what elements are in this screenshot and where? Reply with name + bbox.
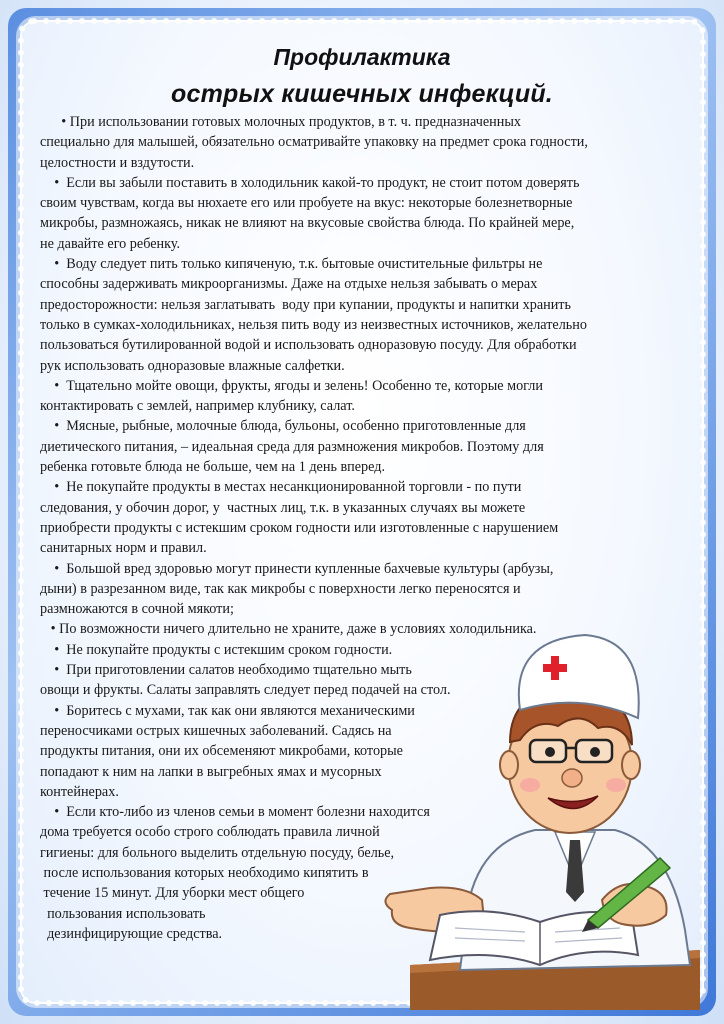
text-line: течение 15 минут. Для уборки мест общего xyxy=(40,885,305,902)
text-line: целостности и вздутости. xyxy=(40,154,195,171)
text-line: пользования использовать xyxy=(40,905,206,922)
text-line: • Тщательно мойте овощи, фрукты, ягоды и зелень! Особенно те, которые могли xyxy=(40,377,543,394)
text-line: микробы, размножаясь, никак не влияют на вкусовые свойства блюда. По крайней мере, xyxy=(40,215,575,232)
text-line: после использования которых необходимо кипятить в xyxy=(40,864,369,881)
text-line: • Большой вред здоровью могут принести купленные бахчевые культуры (арбузы, xyxy=(40,560,554,577)
text-line: своим чувствам, когда вы нюхаете его или пробуете на вкус: некоторые болезнетворные xyxy=(40,195,573,212)
text-line: диетического питания, – идеальная среда для размножения микробов. Поэтому для xyxy=(40,438,544,455)
text-line: дома требуется особо строго соблюдать правила личной xyxy=(40,824,380,841)
text-line: пользоваться бутилированной водой и использовать одноразовую посуду. Для обработки xyxy=(40,337,577,354)
text-line: • Если кто-либо из членов семьи в момент болезни находится xyxy=(40,804,430,821)
text-line: • Мясные, рыбные, молочные блюда, бульоны, особенно приготовленные для xyxy=(40,418,526,435)
text-line: контактировать с землей, например клубнику, салат. xyxy=(40,398,355,415)
text-line: • При использовании готовых молочных продуктов, в т. ч. предназначенных xyxy=(40,114,521,130)
text-line: не давайте его ребенку. xyxy=(40,235,181,252)
text-line: • При приготовлении салатов необходимо тщательно мыть xyxy=(40,662,412,679)
text-line: • Не покупайте продукты с истекшим сроком годности. xyxy=(40,641,393,658)
text-line: только в сумках-холодильниках, нельзя пить воду из неизвестных источников, желательно xyxy=(40,316,587,333)
text-line: попадают к ним на лапки в выгребных ямах и мусорных xyxy=(40,763,382,780)
text-line: следования, у обочин дорог, у частных лиц, т.к. в указанных случаях вы можете xyxy=(40,499,526,516)
text-line: рук использовать одноразовые влажные салфетки. xyxy=(40,357,345,374)
text-line: дыни) в разрезанном виде, так как микробы с поверхности легко переносятся и xyxy=(40,580,521,597)
text-line: овощи и фрукты. Салаты заправлять следует перед подачей на стол. xyxy=(40,682,451,699)
page-title-line-2: острых кишечных инфекций. xyxy=(171,80,553,108)
text-line: ребенка готовьте блюда не больше, чем на 1 день вперед. xyxy=(40,459,386,476)
text-line: приобрести продукты с истекшим сроком годности или изготовленные с нарушением xyxy=(40,519,559,536)
text-line: • Боритесь с мухами, так как они являются механическими xyxy=(40,702,415,719)
page-title-line-1: Профилактика xyxy=(273,44,451,70)
text-line: специально для малышей, обязательно осматривайте упаковку на предмет срока годности, xyxy=(40,134,588,151)
text-line: переносчиками острых кишечных заболеваний. Садясь на xyxy=(40,722,392,739)
text-line: предосторожности: нельзя заглатывать воду при купании, продукты и напитки хранить xyxy=(40,296,571,313)
text-line: контейнерах. xyxy=(40,783,119,800)
text-line: дезинфицирующие средства. xyxy=(40,925,223,942)
text-line: санитарных норм и правил. xyxy=(40,540,207,557)
text-line: способны задерживать микроорганизмы. Даже на отдыхе нельзя забывать о мерах xyxy=(40,276,538,293)
text-line: • Если вы забыли поставить в холодильник какой-то продукт, не стоит потом доверять xyxy=(40,174,580,191)
text-line: продукты питания, они их обсеменяют микробами, которые xyxy=(40,743,403,760)
text-line: гигиены: для больного выделить отдельную посуду, белье, xyxy=(40,844,395,861)
text-line: • По возможности ничего длительно не храните, даже в условиях холодильника. xyxy=(40,621,537,638)
text-line: размножаются в сочной мякоти; xyxy=(40,601,234,618)
doctor-illustration xyxy=(370,630,710,1010)
text-line: • Не покупайте продукты в местах несанкционированной торговли - по пути xyxy=(40,479,522,496)
text-line: • Воду следует пить только кипяченую, т.к. бытовые очистительные фильтры не xyxy=(40,256,543,273)
